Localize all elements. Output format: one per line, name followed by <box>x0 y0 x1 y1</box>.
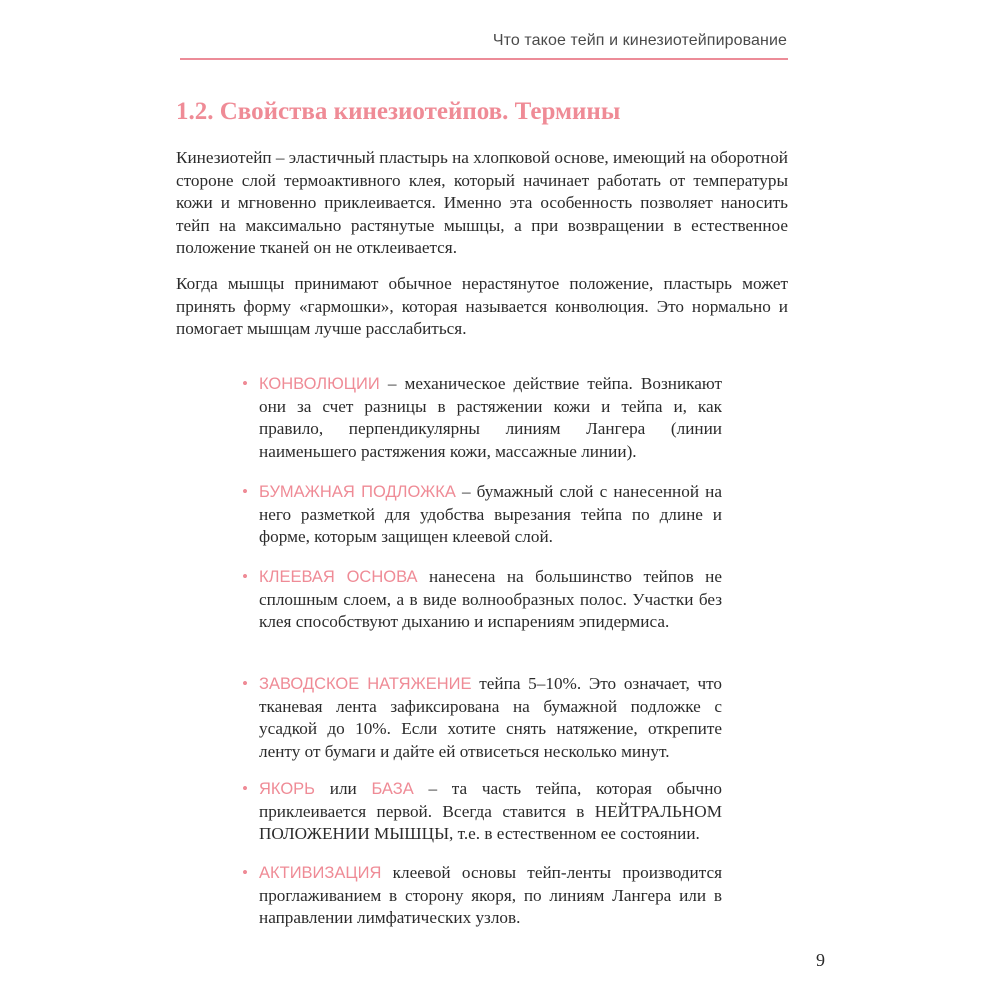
term-body <box>244 862 722 930</box>
header-rule <box>180 58 788 60</box>
term-body <box>244 373 722 463</box>
bullet-icon: • <box>242 567 249 586</box>
list-item <box>244 862 722 930</box>
bullet-icon: • <box>242 374 249 393</box>
term-connector: или <box>315 779 372 798</box>
term-body <box>244 778 722 846</box>
term-description: – та часть тейпа, которая обычно приклеивается первой. Всегда ставится в НЕЙТРАЛЬНОМ ПОЛОЖЕНИИ МЫШЦЫ, т.е. в естественном ее состоянии. <box>259 779 722 843</box>
term-body <box>244 566 722 634</box>
page-number: 9 <box>816 950 825 970</box>
term-name: КОНВОЛЮЦИИ <box>259 375 380 393</box>
section-title: 1.2. Свойства кинезиотейпов. Термины <box>176 98 621 125</box>
paragraph-convolution: Когда мышцы принимают обычное нерастянутое положение, пластырь может принять форму «гармошки», которая называется конволюция. Это нормально и помогает мышцам лучше расслабиться. <box>176 274 788 338</box>
term-description: нанесена на большинство тейпов не сплошным слоем, а в виде волнообразных полос. Участки без клея способствуют дыханию и испарениям эпидермиса. <box>259 567 722 631</box>
paragraph-definition: Кинезиотейп – эластичный пластырь на хлопковой основе, имеющий на оборотной стороне слой термоактивного клея, который начинает работать от температуры кожи и мгновенно приклеивается. Именно эта особенность позволяет наносить тейп на максимально растянутые мышцы, а при возвращении в естественное положение тканей он не отклеивается. <box>176 148 789 257</box>
term-description: тейпа 5–10%. Это означает, что тканевая лента зафиксирована на бумажной подложке с усадкой до 10%. Если хотите снять натяжение, открепите ленту от бумаги и дайте ей отвисеться несколько минут. <box>259 674 722 761</box>
term-name: ЗАВОДСКОЕ НАТЯЖЕНИЕ <box>259 675 472 693</box>
term-name: ЯКОРЬ <box>259 780 316 798</box>
running-header: Что такое тейп и кинезиотейпирование <box>492 32 787 49</box>
bullet-icon: • <box>242 482 249 501</box>
list-item <box>244 778 722 846</box>
term-name: БУМАЖНАЯ ПОДЛОЖКА <box>259 483 456 501</box>
term-name: КЛЕЕВАЯ ОСНОВА <box>259 568 418 586</box>
term-name-alt: БАЗА <box>371 780 414 798</box>
list-item <box>244 373 722 463</box>
list-item <box>244 566 722 634</box>
term-description: – механическое действие тейпа. Возникают они за счет разницы в растяжении кожи и тейпа и, как правило, перпендикулярны линиям Лангера (линии наименьшего растяжения кожи, массажные линии). <box>259 374 722 461</box>
bullet-icon: • <box>242 674 249 693</box>
term-description: клеевой основы тейп-ленты производится проглаживанием в сторону якоря, по линиям Лангера или в направлении лимфатических узлов. <box>259 863 722 927</box>
bullet-icon: • <box>242 779 249 798</box>
list-item <box>244 673 722 763</box>
bullet-icon: • <box>242 863 249 882</box>
term-description: – бумажный слой с нанесенной на него разметкой для удобства вырезания тейпа по длине и форме, которым защищен клеевой слой. <box>259 482 722 546</box>
term-name: АКТИВИЗАЦИЯ <box>259 864 382 882</box>
term-body <box>244 481 722 549</box>
list-item <box>244 481 722 549</box>
term-body <box>244 673 722 763</box>
